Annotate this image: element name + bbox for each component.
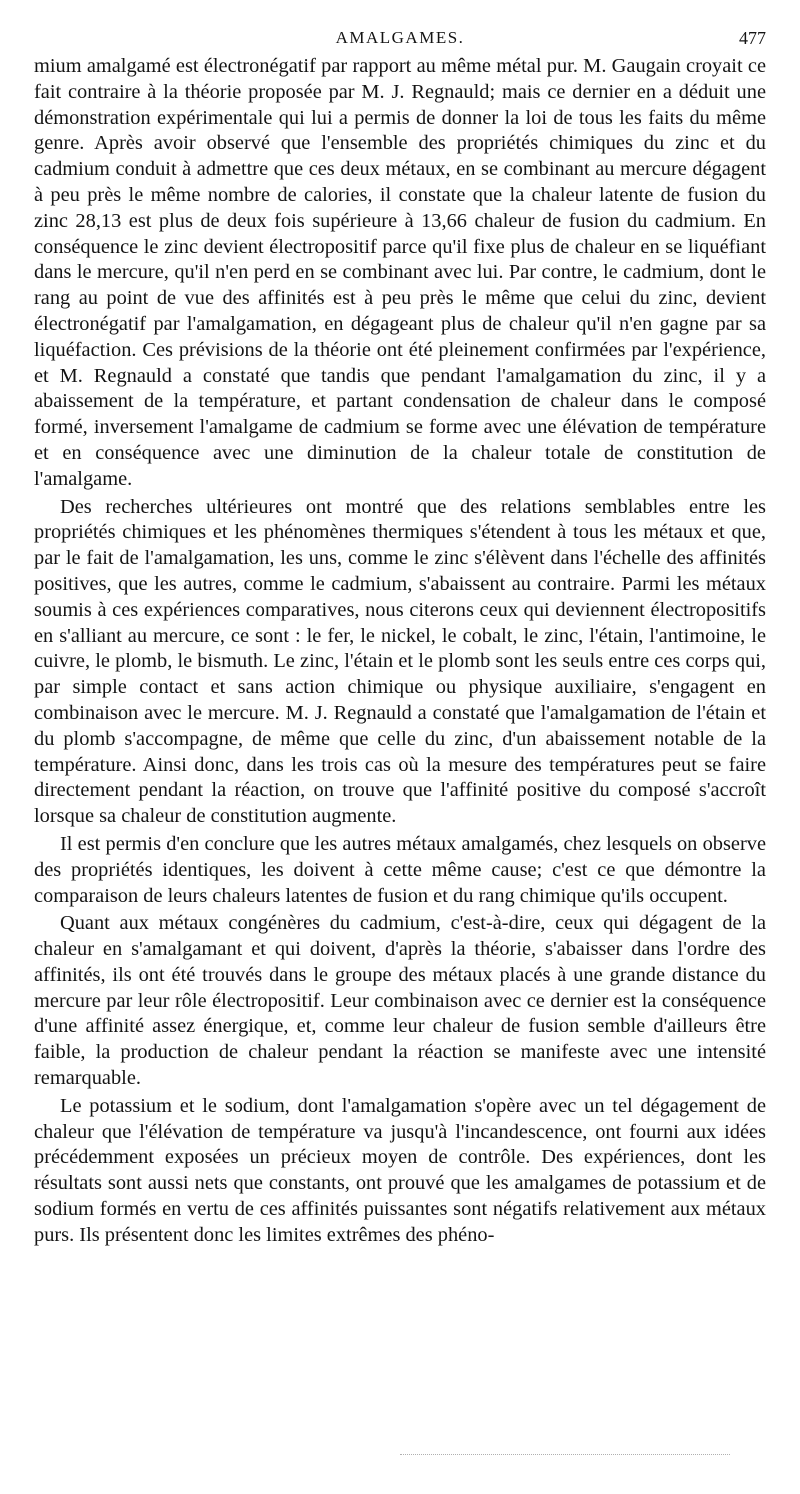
running-title: AMALGAMES. (335, 28, 465, 47)
paragraph: Quant aux métaux congénères du cadmium, c'est-à-dire, ceux qui dégagent de la chaleur en s'amalgamant et qui doivent, d'après la théorie, s'abaisser dans l'ordre des affinités, ils ont été trouvés dans le groupe des métaux placés à une grande distance du mercure par leur rôle électropositif. Leur combinaison avec ce dernier est la conséquence d'une affinité assez énergique, et, comme leur chaleur de fusion semble d'ailleurs être faible, la production de chaleur pendant la réaction se manifeste avec une intensité remarquable. (34, 912, 766, 1090)
body-text (34, 54, 766, 1249)
paragraph-continued: mium amalgamé est électronégatif par rapport au même métal pur. M. Gaugain croyait ce fait contraire à la théorie proposée par M. J. Regnauld; mais ce dernier en a déduit une démonstration expérimentale qui lui a permis de donner la loi de tous les faits du même genre. Après avoir observé que l'ensemble des propriétés chimiques du zinc et du cadmium conduit à admettre que ces deux métaux, en se combinant au mercure dégagent à peu près le même nombre de calories, il constate que la chaleur latente de fusion du zinc 28,13 est plus de deux fois supérieure à 13,66 chaleur de fusion du cadmium. En conséquence le zinc devient électropositif parce qu'il fixe plus de chaleur en se liquéfiant dans le mercure, qu'il n'en perd en se combinant avec lui. Par contre, le cadmium, dont le rang au point de vue des affinités est à peu près le même que celui du zinc, devient électronégatif par l'amalgamation, en dégageant plus de chaleur qu'il n'en gagne par sa liquéfaction. Ces prévisions de la théorie ont été pleinement confirmées par l'expérience, et M. Regnauld a constaté que tandis que pendant l'amalgamation du zinc, il y a abaissement de la température, et partant condensation de chaleur dans le composé formé, inversement l'amalgame de cadmium se forme avec une élévation de température et en conséquence avec une diminution de la chaleur totale de constitution de l'amalgame. (34, 55, 766, 490)
running-header (34, 28, 766, 54)
page-number: 477 (739, 28, 766, 48)
paragraph: Des recherches ultérieures ont montré que des relations semblables entre les propriétés chimiques et les phénomènes thermiques s'étendent à tous les métaux et que, par le fait de l'amalgamation, les uns, comme le zinc s'élèvent dans l'échelle des affinités positives, que les autres, comme le cadmium, s'abaissent au contraire. Parmi les métaux soumis à ces expériences comparatives, nous citerons ceux qui deviennent électropositifs en s'alliant au mercure, ce sont : le fer, le nickel, le cobalt, le zinc, l'étain, l'antimoine, le cuivre, le plomb, le bismuth. Le zinc, l'étain et le plomb sont les seuls entre ces corps qui, par simple contact et sans action chimique ou physique auxiliaire, s'engagent en combinaison avec le mercure. M. J. Regnauld a constaté que l'amalgamation de l'étain et du plomb s'accompagne, de même que celle du zinc, d'un abaissement notable de la température. Ainsi donc, dans les trois cas où la mesure des températures peut se faire directement pendant la réaction, on trouve que l'affinité positive du composé s'accroît lorsque sa chaleur de constitution augmente. (34, 495, 766, 828)
print-artifact-dots (400, 1454, 730, 1458)
paragraph: Le potassium et le sodium, dont l'amalgamation s'opère avec un tel dégagement de chaleur que l'élévation de température va jusqu'à l'incandescence, ont fourni aux idées précédemment exposées un précieux moyen de contrôle. Des expériences, dont les résultats sont aussi nets que constants, ont prouvé que les amalgames de potassium et de sodium formés en vertu de ces affinités puissantes sont négatifs relativement aux métaux purs. Ils présentent donc les limites extrêmes des phéno- (34, 1094, 766, 1246)
book-page (34, 28, 766, 1249)
paragraph: Il est permis d'en conclure que les autres métaux amalgamés, chez lesquels on observe des propriétés identiques, les doivent à cette même cause; c'est ce que démontre la comparaison de leurs chaleurs latentes de fusion et du rang chimique qu'ils occupent. (34, 832, 766, 907)
